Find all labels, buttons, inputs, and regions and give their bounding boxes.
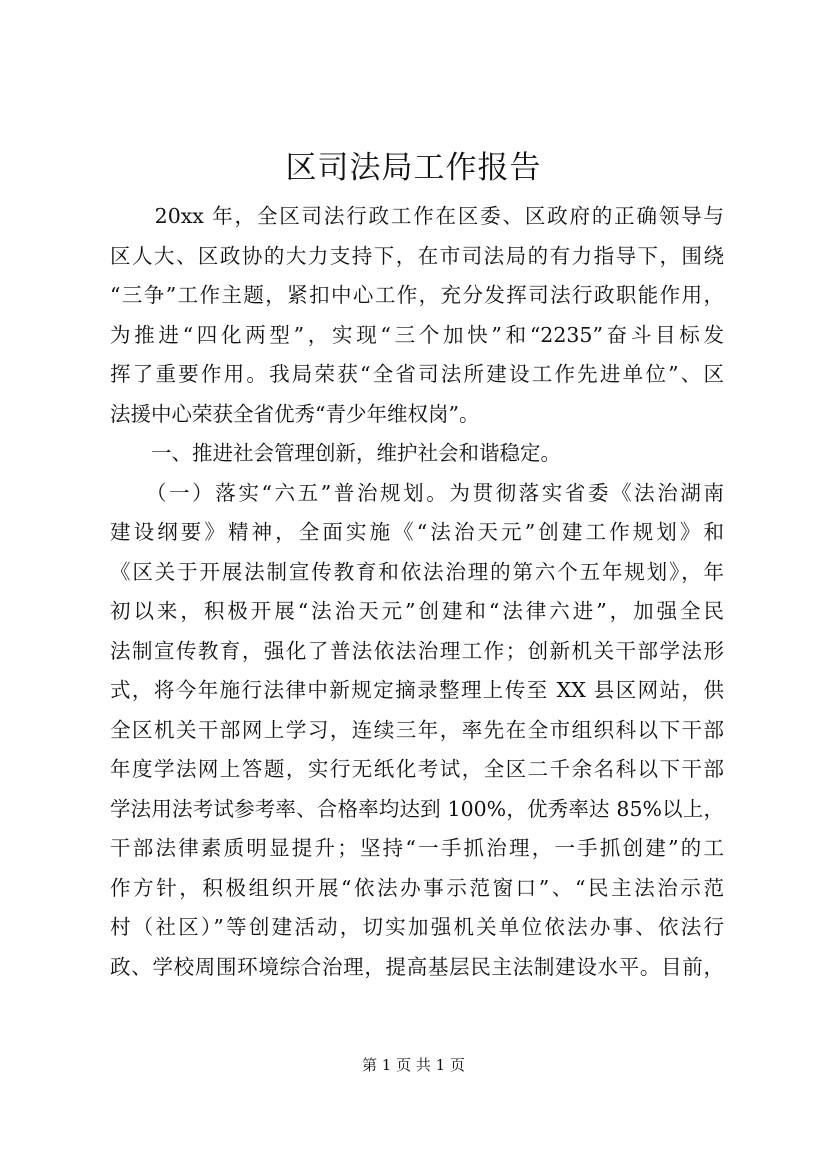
document-body xyxy=(110,197,724,987)
page-footer: 第 1 页 共 1 页 xyxy=(362,1056,465,1074)
body-line: 学法用法考试参考率、合格率均达到 100%，优秀率达 85%以上， xyxy=(110,796,724,821)
body-line: 政、学校周围环境综合治理，提高基层民主法制建设水平。目前， xyxy=(110,954,724,979)
body-line: 年度学法网上答题，实行无纸化考试，全区二千余名科以下干部 xyxy=(110,757,724,781)
document-title: 区司法局工作报告 xyxy=(285,150,542,186)
section-heading: 一、推进社会管理创新，维护社会和谐稳定。 xyxy=(110,441,561,465)
body-line: “三争”工作主题，紧扣中心工作，充分发挥司法行政职能作用， xyxy=(110,283,724,307)
body-line: 村（社区）”等创建活动，切实加强机关单位依法办事、依法行 xyxy=(110,915,724,939)
body-line: 20xx 年，全区司法行政工作在区委、区政府的正确领导与 xyxy=(110,204,724,228)
body-line: 挥了重要作用。我局荣获“全省司法所建设工作先进单位”、区 xyxy=(110,362,724,386)
body-line: 全区机关干部网上学习，连续三年，率先在全市组织科以下干部 xyxy=(110,717,724,742)
body-line: 建设纲要》精神，全面实施《“法治天元”创建工作规划》和 xyxy=(110,520,724,544)
body-line: 法援中心荣获全省优秀“青少年维权岗”。 xyxy=(110,401,480,426)
body-line: 《区关于开展法制宣传教育和依法治理的第六个五年规划》，年 xyxy=(110,559,724,584)
body-line: （一）落实“六五”普治规划。为贯彻落实省委《法治湖南 xyxy=(110,480,724,505)
body-line: 作方针，积极组织开展“依法办事示范窗口”、“民主法治示范 xyxy=(110,875,724,900)
body-line: 法制宣传教育，强化了普法依法治理工作；创新机关干部学法形 xyxy=(110,638,724,663)
body-line: 初以来，积极开展“法治天元”创建和“法律六进”，加强全民 xyxy=(110,599,724,623)
body-line: 区人大、区政协的大力支持下，在市司法局的有力指导下，围绕 xyxy=(110,243,724,268)
body-line: 干部法律素质明显提升；坚持“一手抓治理，一手抓创建”的工 xyxy=(110,836,724,860)
body-line: 式，将今年施行法律中新规定摘录整理上传至 XX 县区网站，供 xyxy=(110,678,724,702)
body-line: 为推进“四化两型”，实现“三个加快”和“2235”奋斗目标发 xyxy=(110,322,724,347)
